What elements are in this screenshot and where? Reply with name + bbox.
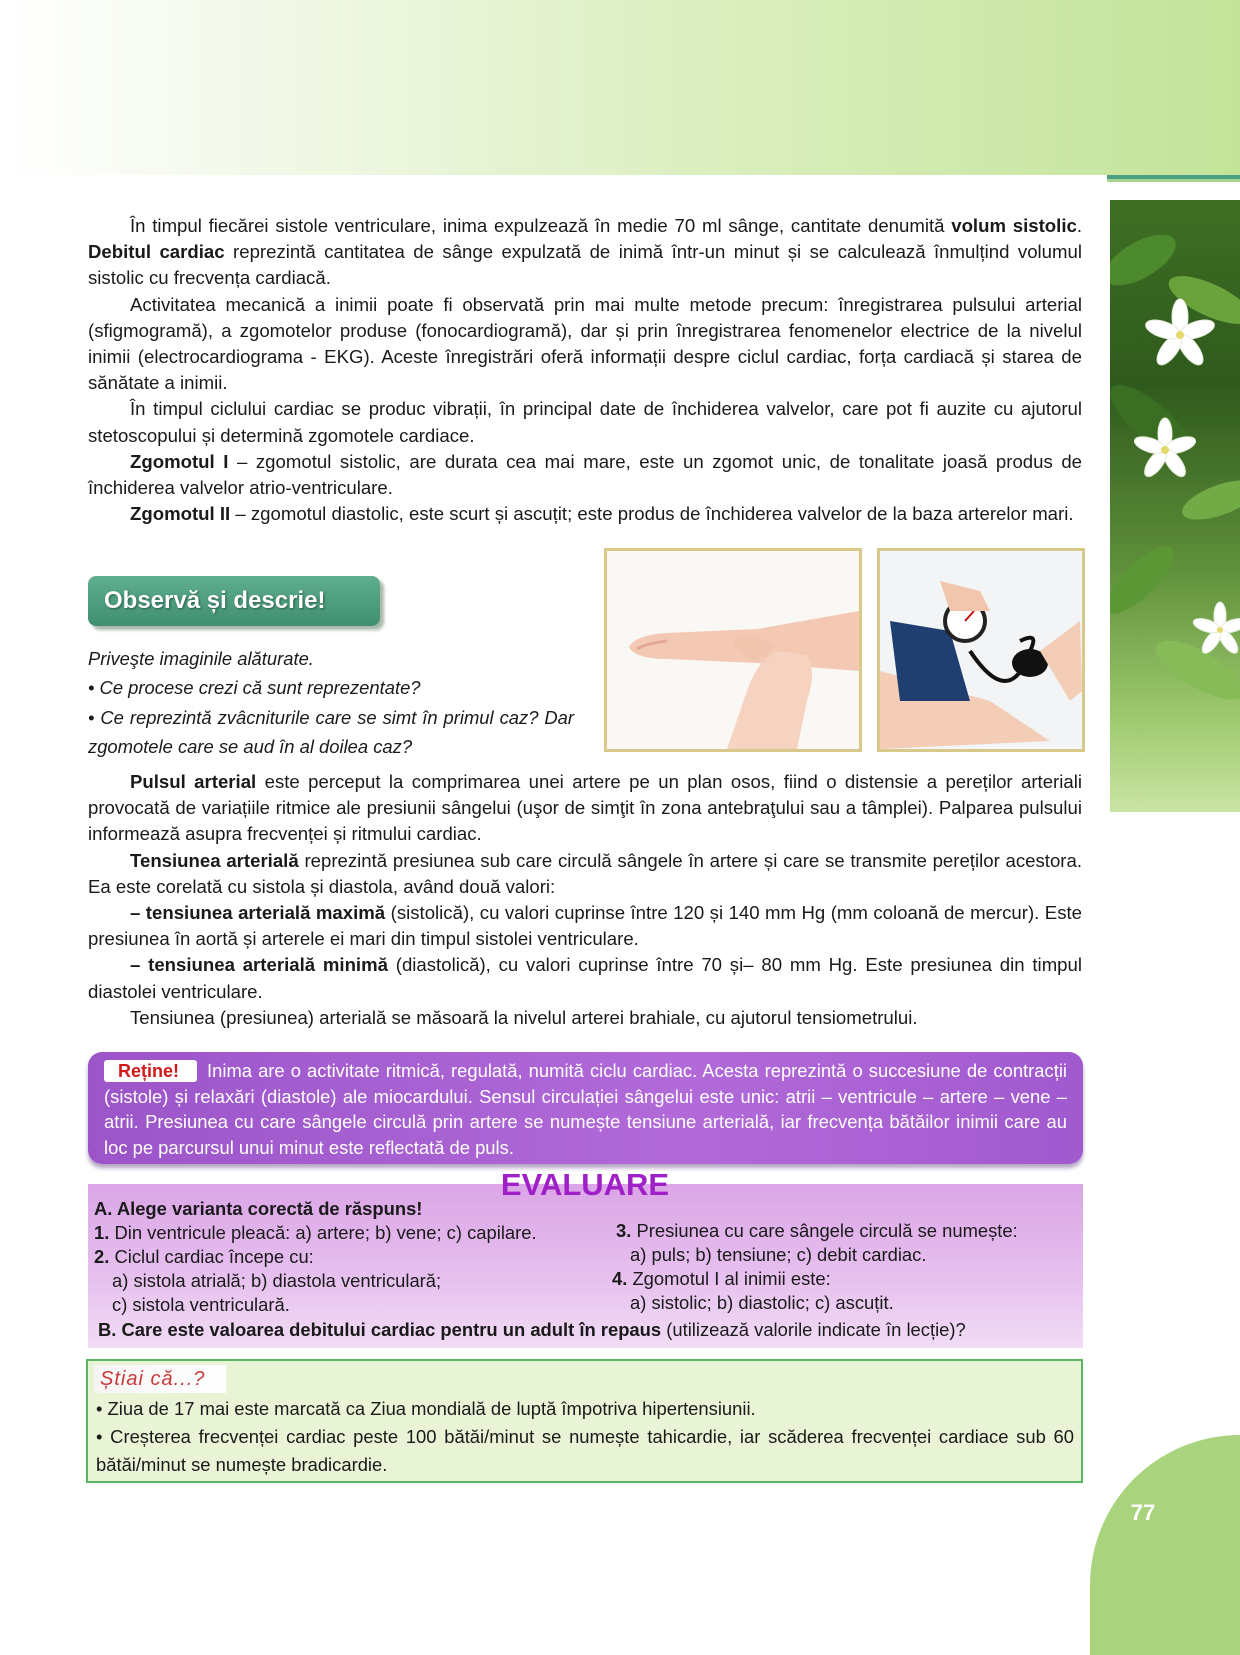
observe-questions: [88, 644, 574, 762]
paragraph-tensiune-maxima: – tensiunea arterială maximă (sistolică), cu valori cuprinse între 120 și 140 mm Hg (mm coloană de mercur). Este presiunea în aortă și arterele ei mari din timpul sistolei ventriculare.: [88, 902, 1082, 950]
pulse-pressure-text: [88, 769, 1082, 1031]
eval-question-2-options: c) sistola ventriculară.: [112, 1294, 290, 1315]
observe-line: • Ce procese crezi că sunt reprezentate?: [88, 677, 421, 699]
eval-question-2-options: a) sistola atrială; b) diastola ventriculară;: [112, 1270, 442, 1291]
eval-section-a-title: A. Alege varianta corectă de răspuns!: [94, 1198, 423, 1219]
intro-text: [88, 213, 1082, 527]
did-you-know-item: • Ziua de 17 mai este marcată ca Ziua mondială de luptă împotriva hipertensiunii.: [96, 1398, 756, 1419]
retine-box: [88, 1052, 1083, 1164]
eval-question-1: 1. Din ventricule pleacă: a) artere; b) vene; c) capilare.: [94, 1222, 537, 1243]
jasmine-flowers-illustration: [1110, 200, 1240, 812]
evaluation-box: [88, 1184, 1083, 1348]
eval-question-3-options: a) puls; b) tensiune; c) debit cardiac.: [630, 1244, 927, 1265]
paragraph-tensiunea-arteriala: Tensiunea arterială reprezintă presiunea sub care circulă sângele în artere și care se transmite pereților acestora. Ea este corelată cu sistola și diastola, având două valori:: [88, 849, 1083, 897]
paragraph-pulsul-arterial: Pulsul arterial este perceput la comprimarea unei artere pe un plan osos, fiind o distensie a pereților arteriali provocată de variațiile ritmice ale presiunii sângelui (uşor de simţit în zona antebraţului sau a tâmplei). Palparea pulsului informează asupra frecvenței și ritmului cardiac.: [88, 771, 1082, 845]
paragraph-zgomotul-1: Zgomotul I – zgomotul sistolic, are durata cea mai mare, este un zgomot unic, de tonalitate joasă produs de închiderea valvelor atrio-ventriculare.: [88, 450, 1083, 499]
evaluation-title: EVALUARE: [500, 1167, 670, 1202]
did-you-know-badge: Știai că...?: [94, 1365, 226, 1393]
jasmine-flowers-photo: [1110, 200, 1240, 812]
page-number: 77: [1130, 1500, 1156, 1525]
paragraph-masurare-tensiune: Tensiunea (presiunea) arterială se măsoară la nivelul arterei brahiale, cu ajutorul tensiometrului.: [130, 1006, 918, 1028]
paragraph-volum-sistolic: În timpul fiecărei sistole ventriculare, inima expulzează în medie 70 ml sânge, cantitate denumită volum sistolic. Debitul cardiac reprezintă cantitatea de sânge expulzată de inimă într-un minut și se calculează înmulțind volumul sistolic cu frecvența cardiacă.: [88, 215, 1082, 289]
observe-label: Observă și descrie!: [88, 576, 380, 626]
observe-line: • Ce reprezintă zvâcniturile care se simt în primul caz? Dar zgomotele care se aud în al doilea caz?: [88, 706, 574, 758]
wrist-pulse-illustration: [607, 551, 859, 749]
header-accent-line-light: [1107, 179, 1240, 182]
eval-question-4-options: a) sistolic; b) diastolic; c) ascuțit.: [630, 1292, 894, 1313]
eval-question-2: 2. Ciclul cardiac începe cu:: [94, 1246, 314, 1267]
tensiometer-illustration: [880, 551, 1082, 749]
eval-question-3: 3. Presiunea cu care sângele circulă se numește:: [616, 1220, 1018, 1241]
eval-question-4: 4. Zgomotul I al inimii este:: [612, 1268, 831, 1289]
did-you-know-box: [86, 1359, 1083, 1483]
paragraph-vibratii: În timpul ciclului cardiac se produc vibrații, în principal date de închiderea valvelor, care pot fi auzite cu ajutorul stetoscopului și determină zgomotele cardiace.: [88, 398, 1082, 446]
retine-text: Inima are o activitate ritmică, regulată, numită ciclu cardiac. Acesta reprezintă o succesiune de contracții (sistole) și relaxări (diastole) ale miocardului. Sensul circulației sângelui este unic: atrii – ventricule – artere – vene – atrii. Presiunea cu care sângele circulă prin artere se numește tensiune arterială, iar frecvența bătăilor inimii care au loc pe parcursul unui minut este reflectată de puls.: [104, 1060, 1067, 1158]
observe-line: Priveşte imaginile alăturate.: [88, 648, 314, 669]
pulse-palpation-photo: [604, 548, 862, 752]
page-corner-decoration: [1090, 1435, 1240, 1655]
did-you-know-item: • Creșterea frecvenței cardiac peste 100 bătăi/minut se numește tahicardie, iar scăderea frecvenței cardiace sub 60 bătăi/minut se numește bradicardie.: [96, 1426, 1074, 1475]
blood-pressure-measurement-photo: [877, 548, 1085, 752]
header-band: [0, 0, 1240, 175]
retine-badge: Reține!: [104, 1060, 197, 1082]
eval-section-b: B. Care este valoarea debitului cardiac pentru un adult în repaus (utilizează valorile indicate în lecție)?: [98, 1319, 966, 1340]
paragraph-tensiune-minima: – tensiunea arterială minimă (diastolică), cu valori cuprinse între 70 și– 80 mm Hg. Este presiunea din timpul diastolei ventriculare.: [88, 954, 1082, 1002]
paragraph-zgomotul-2: Zgomotul II – zgomotul diastolic, este scurt și ascuțit; este produs de închiderea valvelor de la baza arterelor mari.: [130, 503, 1074, 525]
paragraph-activitate-mecanica: Activitatea mecanică a inimii poate fi observată prin mai multe metode precum: înregistrarea pulsului arterial (sfigmogramă), a zgomotelor produse (fonocardiogramă), dar și prin înregistrarea fenomenelor electrice de la nivelul inimii (electrocardiograma - EKG). Aceste înregistrări oferă informații despre ciclul cardiac, forța cardiacă și starea de sănătate a inimii.: [88, 293, 1082, 394]
